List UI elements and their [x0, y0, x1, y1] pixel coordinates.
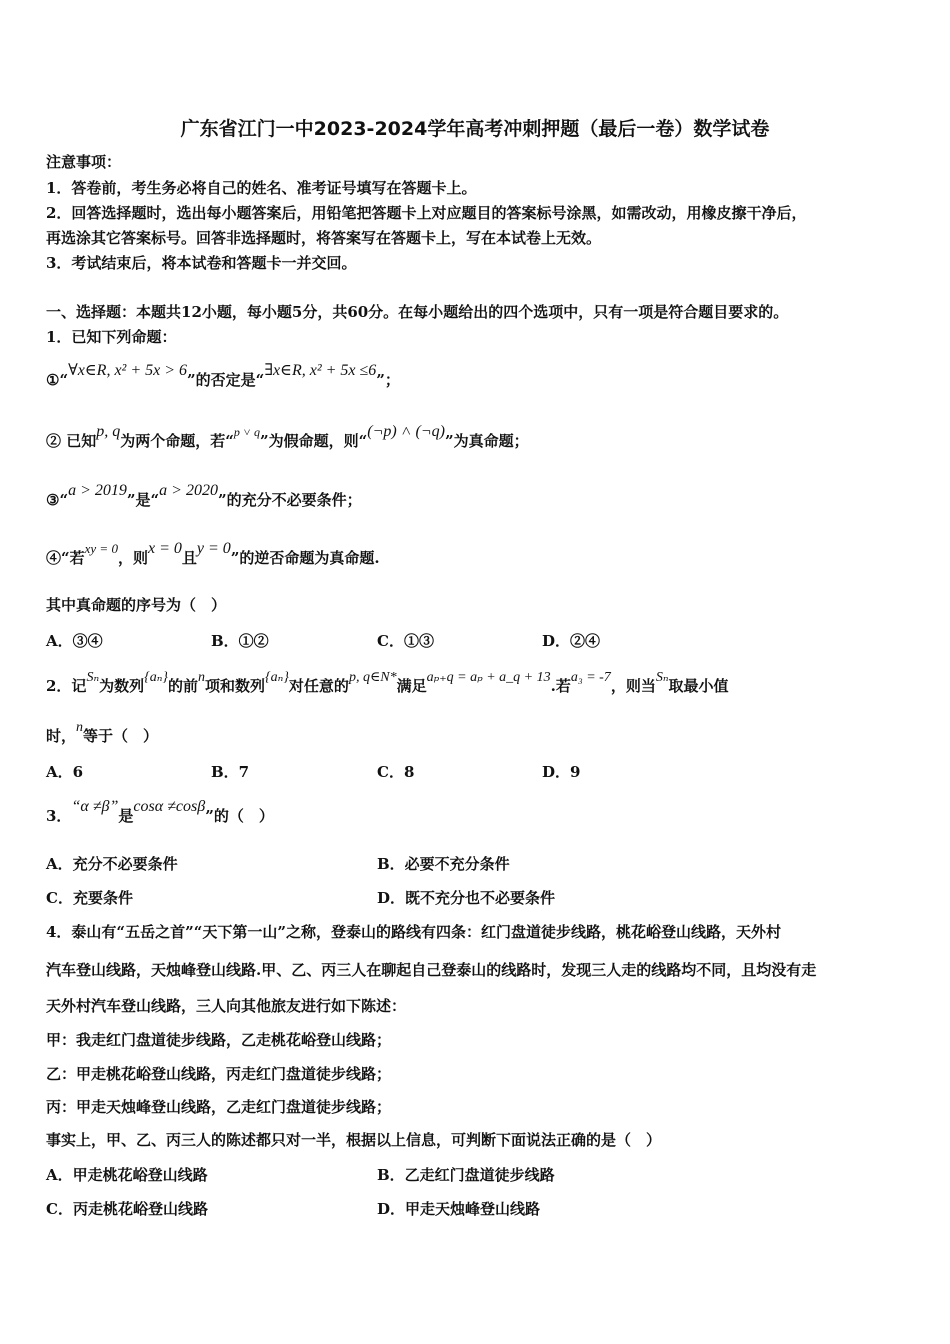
- option-d[interactable]: D．②④: [542, 632, 601, 650]
- formula: y = 0: [196, 540, 231, 557]
- text: ③“: [46, 491, 69, 509]
- option-d[interactable]: D．既不充分也不必要条件: [377, 889, 556, 907]
- page-title: 广东省江门一中2023-2024学年高考冲刺押题（最后一卷）数学试卷: [180, 118, 770, 140]
- formula: a > 2020: [159, 482, 218, 499]
- formula: {aₙ}: [265, 670, 289, 685]
- q1-stem: 1．已知下列命题：: [46, 328, 177, 346]
- q4-line: 汽车登山线路，天烛峰登山线路.甲、乙、丙三人在聊起自己登泰山的线路时，发现三人走的线路均不同，且均没有走: [46, 961, 817, 979]
- q4-statement: 乙：甲走桃花峪登山线路，丙走红门盘道徒步线路；: [46, 1065, 392, 1083]
- formula: p, q∈N*: [348, 670, 397, 685]
- text: ”；: [376, 371, 400, 389]
- text: .若: [550, 677, 571, 695]
- text: 对任意的: [288, 677, 349, 695]
- text: 时，: [46, 727, 77, 745]
- text: 的前: [168, 677, 199, 695]
- q1-proposition-1: [46, 362, 400, 391]
- q4-line: 天外村汽车登山线路，三人向其他旅友进行如下陈述：: [46, 997, 407, 1015]
- q3-stem: [46, 798, 274, 827]
- formula: aₚ₊q = aₚ + a_q + 13: [426, 670, 551, 685]
- q4-line: 4．泰山有“五岳之首”“天下第一山”之称，登泰山的路线有四条：红门盘道徒步线路，桃花峪登山线路，天外村: [46, 923, 781, 941]
- q2-stem-cont: [46, 720, 159, 748]
- notice-item: 再选涂其它答案标号。回答非选择题时，将答案写在答题卡上，写在本试卷上无效。: [46, 229, 602, 247]
- q4-statement: 甲：我走红门盘道徒步线路，乙走桃花峪登山线路；: [46, 1031, 392, 1049]
- text: ，则当: [610, 677, 656, 695]
- option-c[interactable]: C．①③: [377, 632, 434, 650]
- option-a[interactable]: A．充分不必要条件: [46, 855, 178, 873]
- q2-stem: [46, 670, 729, 698]
- text: 为数列: [99, 677, 145, 695]
- text: ”是“: [126, 491, 160, 509]
- formula: p, q: [96, 423, 121, 440]
- formula: Sₙ: [86, 670, 100, 685]
- option-d[interactable]: D．9: [542, 763, 581, 781]
- q1-ask: 其中真命题的序号为（ ）: [46, 596, 227, 614]
- q4-ask: 事实上，甲、乙、丙三人的陈述都只对一半，根据以上信息，可判断下面说法正确的是（ ）: [46, 1131, 662, 1149]
- text: ”为真命题；: [444, 432, 529, 450]
- text: ”的充分不必要条件；: [217, 491, 362, 509]
- formula: ∃x∈R, x² + 5x ≤6: [264, 362, 377, 379]
- text: 2．记: [46, 677, 87, 695]
- q4-statement: 丙：甲走天烛峰登山线路，乙走红门盘道徒步线路；: [46, 1098, 392, 1116]
- formula: Sₙ: [655, 670, 669, 685]
- formula: {aₙ}: [144, 670, 169, 685]
- notice-item: 3．考试结束后，将本试卷和答题卡一并交回。: [46, 254, 357, 272]
- formula: n: [76, 720, 84, 735]
- formula: xy = 0: [84, 541, 118, 556]
- text: ”的逆否命题为真命题.: [230, 549, 380, 567]
- option-b[interactable]: B．必要不充分条件: [377, 855, 510, 873]
- text: ”的（ ）: [205, 807, 274, 825]
- notice-item: 2．回答选择题时，选出每小题答案后，用铅笔把答题卡上对应题目的答案标号涂黑，如需改动，用橡皮擦干净后，: [46, 204, 807, 222]
- notice-heading: 注意事项：: [46, 153, 122, 171]
- text: ①“: [46, 371, 69, 389]
- formula: x = 0: [147, 540, 182, 557]
- option-c[interactable]: C．丙走桃花峪登山线路: [46, 1200, 208, 1218]
- option-b[interactable]: B．7: [211, 763, 250, 781]
- formula: “α ≠β”: [71, 798, 119, 815]
- text: ，则: [117, 549, 148, 567]
- formula: n: [198, 670, 206, 685]
- option-d[interactable]: D．甲走天烛峰登山线路: [377, 1200, 541, 1218]
- section-heading: 一、选择题：本题共12小题，每小题5分，共60分。在每小题给出的四个选项中，只有一项是符合题目要求的。: [46, 303, 789, 321]
- option-a[interactable]: A．③④: [46, 632, 103, 650]
- notice-item: 1．答卷前，考生务必将自己的姓名、准考证号填写在答题卡上。: [46, 179, 477, 197]
- option-c[interactable]: C．充要条件: [46, 889, 133, 907]
- text: 等于（ ）: [83, 727, 159, 745]
- formula: cosα ≠cosβ: [133, 798, 206, 815]
- text: 满足: [396, 677, 427, 695]
- text: 项和数列: [205, 677, 266, 695]
- option-b[interactable]: B．乙走红门盘道徒步线路: [377, 1166, 555, 1184]
- text: ② 已知: [46, 432, 97, 450]
- formula: ∀x∈R, x² + 5x > 6: [68, 362, 188, 379]
- q1-proposition-4: [46, 540, 380, 569]
- option-a[interactable]: A．甲走桃花峪登山线路: [46, 1166, 208, 1184]
- formula: p ˅ q: [233, 425, 260, 439]
- text: ”的否定是“: [187, 371, 265, 389]
- formula: a₃ = -7: [570, 670, 611, 685]
- q1-proposition-3: [46, 482, 362, 511]
- text: 3．: [46, 807, 72, 825]
- formula: a > 2019: [68, 482, 127, 499]
- text: ④“若: [46, 549, 85, 567]
- text: ”为假命题，则“: [259, 432, 368, 450]
- text: 且: [181, 549, 197, 567]
- option-a[interactable]: A．6: [46, 763, 84, 781]
- formula: (¬p) ˄ (¬q): [367, 423, 445, 440]
- text: 是: [118, 807, 134, 825]
- text: 取最小值: [668, 677, 729, 695]
- text: 为两个命题，若“: [120, 432, 234, 450]
- q1-proposition-2: [46, 423, 529, 452]
- option-c[interactable]: C．8: [377, 763, 415, 781]
- option-b[interactable]: B．①②: [211, 632, 269, 650]
